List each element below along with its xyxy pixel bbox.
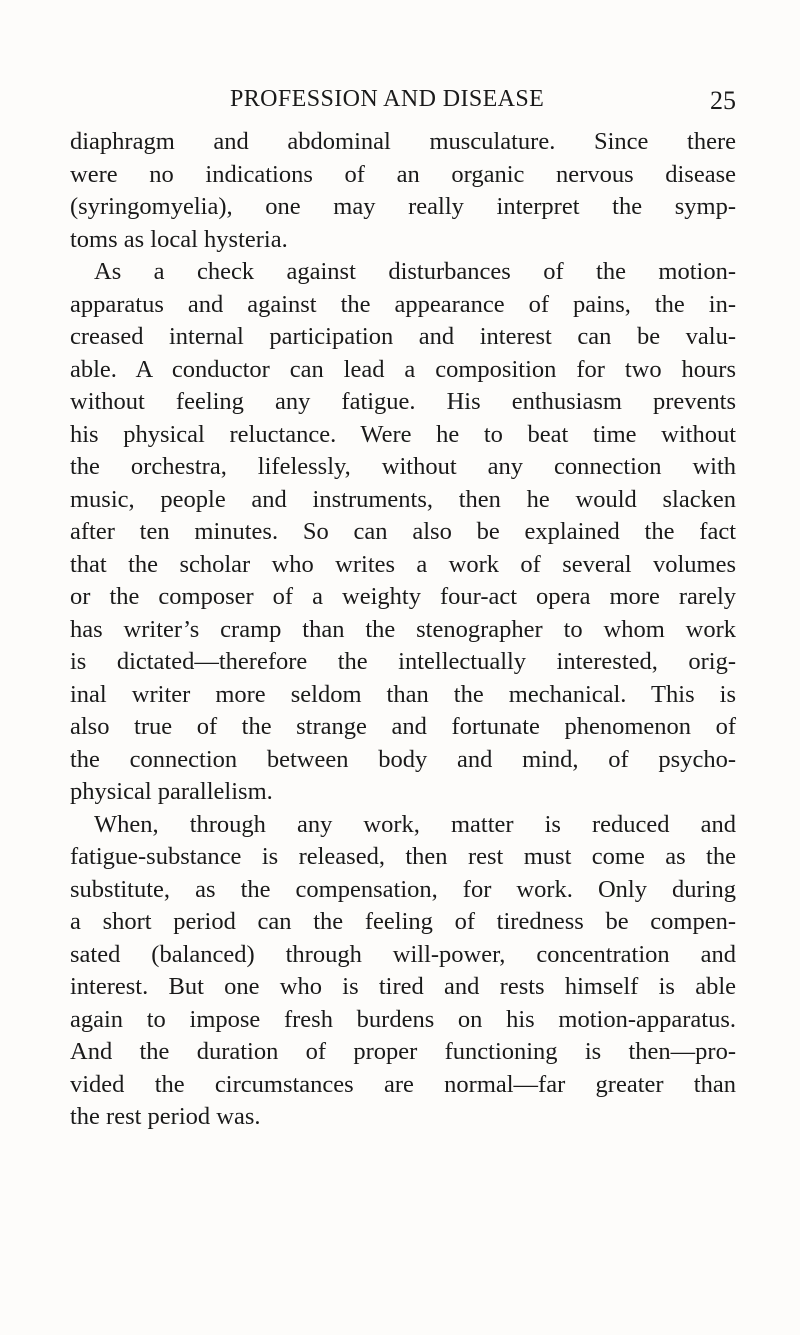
text-line: physical parallelism. bbox=[70, 778, 273, 805]
running-title: PROFESSION AND DISEASE bbox=[230, 86, 545, 112]
text-line: were no indications of an organic nervous disease bbox=[70, 160, 736, 188]
text-line: also true of the strange and fortunate phenomenon of bbox=[70, 713, 736, 740]
text-line: able. A conductor can lead a composition for two hours bbox=[70, 355, 736, 383]
page-number: 25 bbox=[710, 86, 736, 115]
text-line: sated (balanced) through will-power, concentration and bbox=[70, 940, 736, 968]
text-line: the rest period was. bbox=[70, 1103, 261, 1130]
paragraph-1 bbox=[70, 126, 736, 256]
text-line: or the composer of a weighty four-act opera more rarely bbox=[70, 583, 736, 610]
text-line: vided the circumstances are normal—far greater than bbox=[70, 1070, 736, 1098]
text-line: is dictated—therefore the intellectually interested, orig- bbox=[70, 648, 736, 675]
text-line: without feeling any fatigue. His enthusiasm prevents bbox=[70, 388, 736, 415]
text-line: the connection between body and mind, of psycho- bbox=[70, 745, 736, 773]
text-line: his physical reluctance. Were he to beat time without bbox=[70, 420, 736, 448]
text-line: music, people and instruments, then he would slacken bbox=[70, 485, 736, 513]
text-line: substitute, as the compensation, for work. Only during bbox=[70, 875, 736, 903]
text-line: after ten minutes. So can also be explained the fact bbox=[70, 518, 736, 545]
text-line: And the duration of proper functioning is then—pro- bbox=[70, 1038, 736, 1065]
book-page bbox=[70, 0, 736, 1335]
text-line: toms as local hysteria. bbox=[70, 225, 288, 253]
text-line: (syringomyelia), one may really interpret the symp- bbox=[70, 193, 736, 220]
text-line: a short period can the feeling of tiredness be compen- bbox=[70, 908, 736, 935]
text-line: creased internal participation and interest can be valu- bbox=[70, 323, 736, 350]
text-line: diaphragm and abdominal musculature. Since there bbox=[70, 128, 736, 155]
paragraph-3 bbox=[70, 809, 736, 1134]
body-text bbox=[70, 126, 736, 1134]
text-line: has writer’s cramp than the stenographer to whom work bbox=[70, 615, 736, 643]
text-line: fatigue-substance is released, then rest must come as the bbox=[70, 843, 736, 870]
text-line: that the scholar who writes a work of several volumes bbox=[70, 550, 736, 578]
text-line: As a check against disturbances of the motion- bbox=[94, 258, 736, 285]
text-line: interest. But one who is tired and rests himself is able bbox=[70, 973, 736, 1000]
text-line: the orchestra, lifelessly, without any connection with bbox=[70, 453, 736, 480]
text-line: apparatus and against the appearance of pains, the in- bbox=[70, 290, 736, 318]
running-head bbox=[70, 86, 736, 120]
text-line: inal writer more seldom than the mechanical. This is bbox=[70, 680, 736, 708]
text-line: again to impose fresh burdens on his motion-apparatus. bbox=[70, 1005, 736, 1033]
paragraph-2 bbox=[70, 256, 736, 809]
text-line: When, through any work, matter is reduced and bbox=[94, 810, 736, 838]
